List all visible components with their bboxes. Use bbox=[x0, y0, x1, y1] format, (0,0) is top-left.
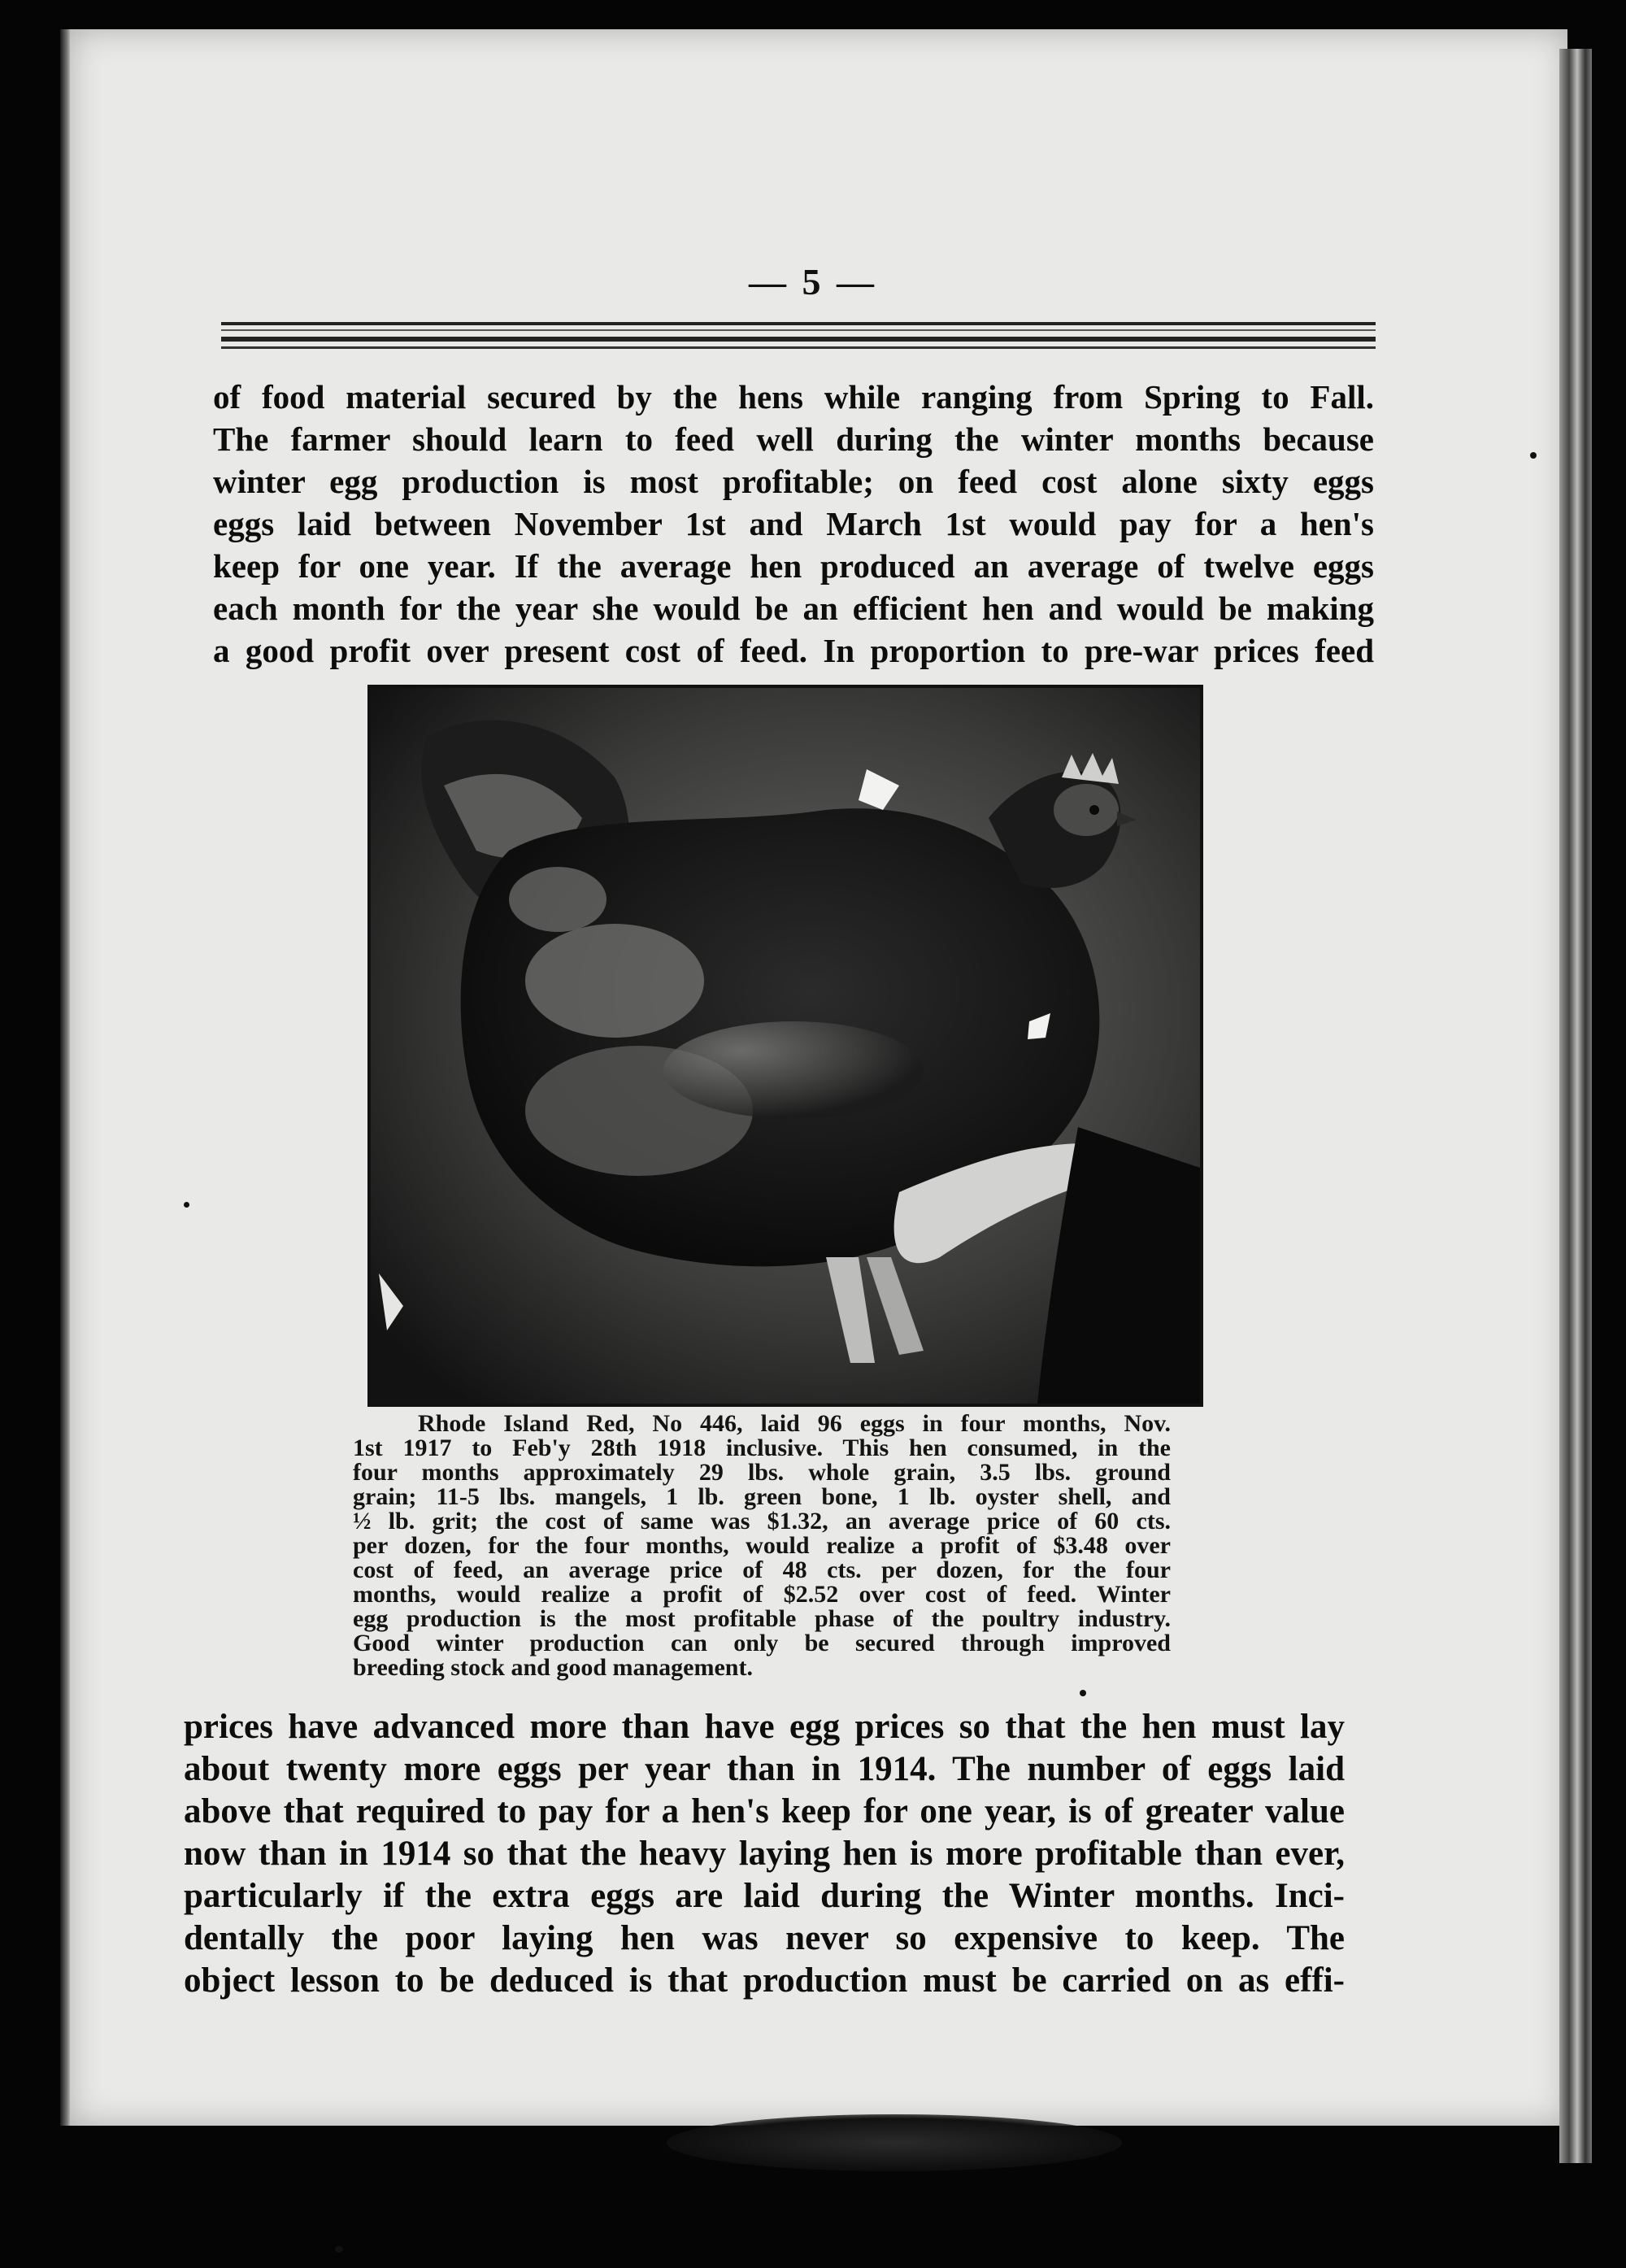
hen-photograph bbox=[367, 685, 1203, 1407]
text-line: eggs laid between November 1st and March 1st would pay for a hen's bbox=[213, 505, 1374, 542]
text-line: about twenty more eggs per year than in 1914. The number of eggs laid bbox=[184, 1750, 1345, 1788]
header-rule bbox=[221, 329, 1376, 331]
scan-speck bbox=[184, 1202, 189, 1208]
caption-line: Rhode Island Red, No 446, laid 96 eggs in four months, Nov. bbox=[418, 1410, 1171, 1437]
page-edge-right bbox=[1559, 49, 1592, 2163]
photo-caption bbox=[353, 1412, 1171, 1680]
top-paragraph bbox=[213, 376, 1374, 672]
caption-line: breeding stock and good management. bbox=[353, 1654, 753, 1681]
text-line: each month for the year she would be an efficient hen and would be making bbox=[213, 590, 1374, 627]
page-number: — 5 — bbox=[749, 261, 877, 303]
scan-speck bbox=[1080, 1690, 1086, 1696]
text-line: keep for one year. If the average hen produced an average of twelve eggs bbox=[213, 547, 1374, 585]
caption-line: four months approximately 29 lbs. whole grain, 3.5 lbs. ground bbox=[353, 1459, 1171, 1486]
header-rule bbox=[221, 322, 1376, 325]
caption-line: Good winter production can only be secured through improved bbox=[353, 1630, 1171, 1656]
text-line: object lesson to be deduced is that production must be carried on as effi- bbox=[184, 1961, 1345, 2000]
caption-line: months, would realize a profit of $2.52 over cost of feed. Winter bbox=[353, 1581, 1171, 1608]
text-line: of food material secured by the hens while ranging from Spring to Fall. bbox=[213, 378, 1374, 416]
scan-speck bbox=[335, 2246, 343, 2253]
caption-line: egg production is the most profitable phase of the poultry industry. bbox=[353, 1605, 1171, 1632]
caption-line: per dozen, for the four months, would realize a profit of $3.48 over bbox=[353, 1532, 1171, 1559]
caption-line: cost of feed, an average price of 48 cts. per dozen, for the four bbox=[353, 1556, 1171, 1583]
scan-smudge bbox=[667, 2114, 1122, 2171]
caption-line: grain; 11-5 lbs. mangels, 1 lb. green bone, 1 lb. oyster shell, and bbox=[353, 1483, 1171, 1510]
header-rule bbox=[221, 346, 1376, 349]
caption-line: ½ lb. grit; the cost of same was $1.32, an average price of 60 cts. bbox=[353, 1508, 1171, 1534]
text-line: above that required to pay for a hen's keep for one year, is of greater value bbox=[184, 1792, 1345, 1831]
text-line: particularly if the extra eggs are laid during the Winter months. Inci- bbox=[184, 1877, 1345, 1915]
header-rule bbox=[221, 337, 1376, 342]
scan-speck bbox=[1530, 452, 1537, 459]
caption-line: 1st 1917 to Feb'y 28th 1918 inclusive. This hen consumed, in the bbox=[353, 1434, 1171, 1461]
text-line: dentally the poor laying hen was never so expensive to keep. The bbox=[184, 1919, 1345, 1957]
bottom-paragraph bbox=[184, 1706, 1345, 2002]
hen-photo-drawing bbox=[371, 688, 1200, 1404]
text-line: The farmer should learn to feed well during the winter months because bbox=[213, 420, 1374, 458]
text-line: a good profit over present cost of feed. In proportion to pre-war prices feed bbox=[213, 632, 1374, 669]
text-line: prices have advanced more than have egg prices so that the hen must lay bbox=[184, 1708, 1345, 1746]
text-line: winter egg production is most profitable; on feed cost alone sixty eggs bbox=[213, 463, 1374, 500]
text-line: now than in 1914 so that the heavy laying hen is more profitable than ever, bbox=[184, 1835, 1345, 1873]
